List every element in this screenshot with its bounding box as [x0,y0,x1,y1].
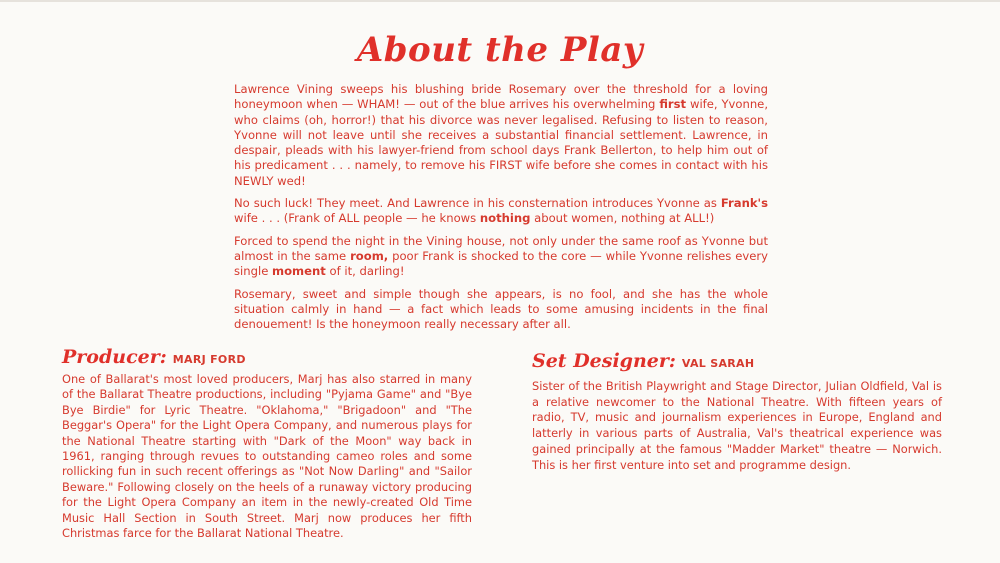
emphasis-text: first [659,97,687,112]
producer-bio: One of Ballarat's most loved producers, Marj has also starred in many of the Ballarat Theatre productions, including "Pyjama Game" and "Bye Bye Birdie" for Lyric Theatre. "Oklahoma," "Brigadoon" and "The Beggar's Opera" for the Light Opera Company, and numerous plays for the National Theatre starting with "Dark of the Moon" way back in 1961, ranging through revues to outstanding cameo roles and some rollicking fun in such recent offerings as "Not Now Darling" and "Sailor Beware." Following closely on the heels of a runaway victory producing for the Light Opera Company an item in the newly-created Old Time Music Hall Section in South Street. Marj now produces her fifth Christmas farce for the Ballarat National Theatre. [62,372,472,541]
about-paragraph [234,82,768,189]
producer-section [62,346,472,541]
paragraph-text: of it, darling! [325,264,405,279]
set-designer-bio: Sister of the British Playwright and Stage Director, Julian Oldfield, Val is a relative newcomer to the National Theatre. With fifteen years of radio, TV, music and journalism experiences in Europe, England and latterly in various parts of Australia, Val's theatrical experience was gained principally at the famous "Madder Market" theatre — Norwich. This is her first venture into set and programme design. [532,379,942,472]
paragraph-text: wife . . . (Frank of ALL people — he knows [234,211,480,226]
producer-header [62,346,472,368]
paragraph-text: poor Frank is shocked to the core — while Yvonne relishes every single [234,248,768,279]
paragraph-text: Forced to spend the night in the Vining house, not only under the same roof as Yvonne but almost in the same [234,233,768,263]
page-title: About the Play [356,30,644,70]
producer-name: MARJ FORD [172,353,246,366]
paragraph-text: about women, nothing at ALL!) [530,211,715,226]
set-designer-header [532,350,942,372]
emphasis-text: room, [350,248,389,263]
page-edge-line [0,0,1000,2]
emphasis-text: nothing [479,211,531,226]
paragraph-text: No such luck! They meet. And Lawrence in his consternation introduces Yvonne as [234,196,721,211]
set-designer-heading: Set Designer: [532,350,676,372]
about-paragraph [234,196,768,227]
emphasis-text: Frank's [720,196,768,211]
set-designer-name: VAL SARAH [681,357,755,370]
paragraph-text: wife, Yvonne, who claims (oh, horror!) that his divorce was never legalised. Refusing to listen to reason, Yvonne will not leave until she receives a substantial financial settlement. Lawrence, in despair, pleads with his lawyer-friend from school days Frank Bellerton, to help him out of his predicament . . . namely, to remove his FIRST wife before she comes in contact with his NEWLY wed! [234,97,769,188]
emphasis-text: moment [272,264,326,279]
set-designer-section [532,350,942,473]
paragraph-text: Rosemary, sweet and simple though she appears, is no fool, and she has the whole situation calmly in hand — a fact which leads to some amusing incidents in the final denouement! Is the honeymoon really necessary after all. [234,286,768,332]
producer-heading: Producer: [62,346,167,368]
about-paragraph [234,234,768,280]
about-paragraph [234,287,768,333]
about-text [234,82,768,339]
paragraph-text: Lawrence Vining sweeps his blushing bride Rosemary over the threshold for a loving honeymoon when — WHAM! — out of the blue arrives his overwhelming [234,82,768,112]
